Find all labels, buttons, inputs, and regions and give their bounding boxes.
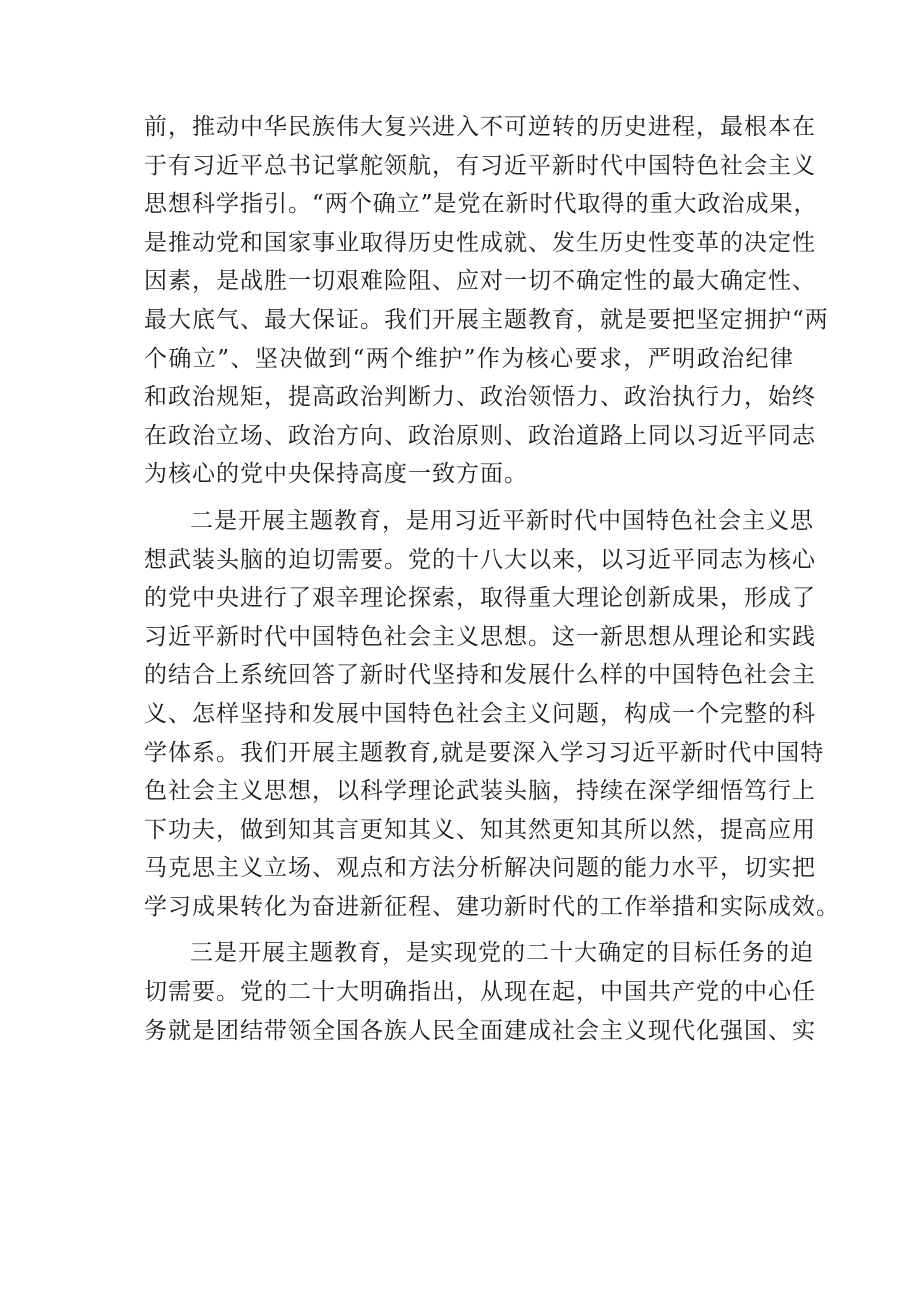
text-line: 切需要。党的二十大明确指出，从现在起，中国共产党的中心任 — [144, 979, 816, 1006]
text-line: 于有习近平总书记掌舵领航，有习近平新时代中国特色社会主义 — [144, 152, 816, 179]
text-line: 务就是团结带领全国各族人民全面建成社会主义现代化强国、实 — [144, 1017, 816, 1044]
text-line: 下功夫，做到知其言更知其义、知其然更知其所以然，提高应用 — [144, 816, 816, 843]
text-line: 是推动党和国家事业取得历史性成就、发生历史性变革的决定性 — [144, 229, 816, 256]
paragraph — [144, 934, 816, 1050]
text-line: 个确立”、坚决做到“两个维护”作为核心要求，严明政治纪律 — [144, 345, 794, 372]
text-line: 前，推动中华民族伟大复兴进入不可逆转的历史进程，最根本在 — [144, 114, 816, 140]
text-line: 义、怎样坚持和发展中国特色社会主义问题，构成一个完整的科 — [144, 700, 816, 727]
paragraph — [144, 108, 829, 494]
text-line: 二是开展主题教育，是用习近平新时代中国特色社会主义思 — [190, 507, 814, 534]
text-line: 三是开展主题教育，是实现党的二十大确定的目标任务的迫 — [190, 940, 814, 967]
body-text — [144, 108, 840, 1050]
text-line: 思想科学指引。“两个确立”是党在新时代取得的重大政治成果， — [144, 191, 818, 218]
text-line: 色社会主义思想，以科学理论武装头脑，持续在深学细悟笃行上 — [144, 778, 816, 805]
text-line: 习近平新时代中国特色社会主义思想。这一新思想从理论和实践 — [144, 623, 816, 650]
text-line: 和政治规矩，提高政治判断力、政治领悟力、政治执行力，始终 — [144, 384, 816, 411]
text-line: 在政治立场、政治方向、政治原则、政治道路上同以习近平同志 — [144, 422, 816, 449]
paragraph — [144, 502, 840, 927]
text-line: 的结合上系统回答了新时代坚持和发展什么样的中国特色社会主 — [144, 662, 816, 689]
text-line: 最大底气、最大保证。我们开展主题教育，就是要把坚定拥护“两 — [144, 306, 829, 333]
text-line: 因素，是战胜一切艰难险阻、应对一切不确定性的最大确定性、 — [144, 268, 816, 295]
text-line: 学体系。我们开展主题教育,就是要深入学习习近平新时代中国特 — [144, 739, 825, 766]
text-line: 想武装头脑的迫切需要。党的十八大以来，以习近平同志为核心 — [144, 546, 816, 573]
text-line: 为核心的党中央保持高度一致方面。 — [144, 461, 528, 488]
text-line: 学习成果转化为奋进新征程、建功新时代的工作举措和实际成效。 — [144, 893, 840, 920]
text-line: 的党中央进行了艰辛理论探索，取得重大理论创新成果，形成了 — [144, 585, 816, 612]
text-line: 马克思主义立场、观点和方法分析解决问题的能力水平，切实把 — [144, 855, 816, 882]
